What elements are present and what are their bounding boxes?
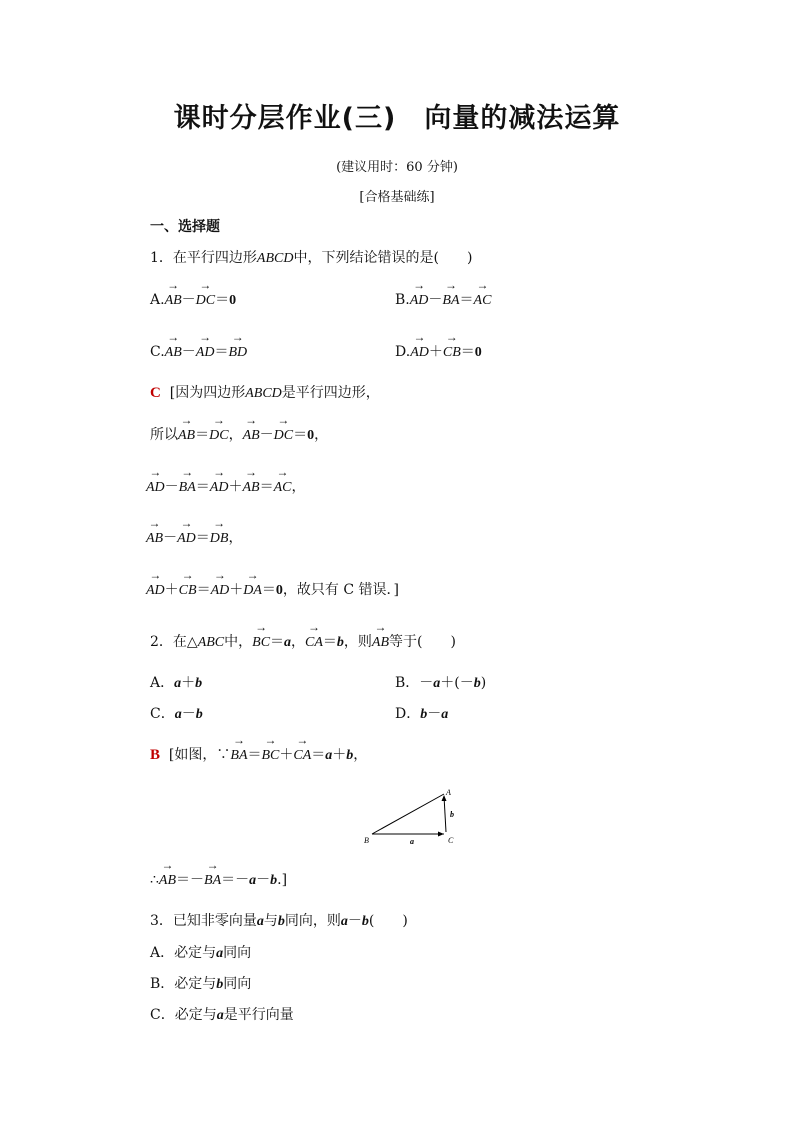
q1-option-c[interactable]: C.→ AB－→ AD＝→ BD [150, 342, 247, 363]
section-label: [合格基础练] [359, 190, 435, 205]
q1-option-a[interactable]: A.→ AB－→ DC＝0 [150, 290, 236, 311]
title-topic: 向量的减法运算 [424, 103, 621, 134]
vector-b-label: b [450, 810, 454, 819]
point-a-label: A [446, 788, 451, 797]
q2-option-b[interactable]: B．－a＋(－b) [395, 675, 487, 691]
vector-a-label: a [410, 837, 414, 846]
q2-answer: B [150, 747, 161, 763]
q3-option-a[interactable]: A．必定与a同向 [150, 945, 252, 961]
point-b-label: B [364, 836, 369, 845]
q2-solution-line-1: B [如图，∵→ BA＝→ BC＋→ CA＝a＋b， [150, 745, 367, 766]
q2-solution-line-2: ∴→ AB＝－→ BA＝－a－b.] [150, 870, 287, 891]
point-c-label: C [448, 836, 454, 845]
q1-solution-line-4: → AB－→ AD＝→ DB， [146, 528, 242, 549]
triangle-figure [364, 786, 464, 848]
q1-solution-line-2: 所以→ AB＝→ DC，→ AB－→ DC＝0， [150, 425, 328, 446]
q2-option-d[interactable]: D．b－a [395, 706, 449, 722]
q3-option-c[interactable]: C．必定与a是平行向量 [150, 1007, 294, 1023]
q3-stem: 3．已知非零向量a与b同向，则a－b( ) [150, 913, 408, 929]
time-note: (建议用时：60 分钟) [336, 160, 458, 175]
arrow-head-a [438, 832, 444, 837]
part-heading: 一、选择题 [150, 219, 220, 235]
vector-b [444, 796, 446, 832]
q1-solution-line-1: C [因为四边形ABCD是平行四边形， [150, 385, 380, 401]
q1-solution-line-5: → AD＋→ CB＝→ AD＋→ DA＝0，故只有 C 错误．] [146, 580, 399, 601]
q3-option-b[interactable]: B．必定与b同向 [150, 976, 252, 992]
segment-ba [372, 794, 444, 834]
q1-option-d[interactable]: D.→ AD＋→ CB＝0 [395, 342, 482, 363]
q1-answer: C [150, 385, 161, 401]
q2-stem: 2．在△ABC中，→ BC＝a，→ CA＝b，则→ AB等于( ) [150, 632, 456, 653]
page-title [0, 96, 794, 135]
q1-option-b[interactable]: B.→ AD－→ BA＝→ AC [395, 290, 491, 311]
q1-solution-line-3: → AD－→ BA＝→ AD＋→ AB＝→ AC， [146, 477, 305, 498]
q1-stem: 1．在平行四边形ABCD中，下列结论错误的是( ) [150, 250, 473, 266]
title-main: 课时分层作业(三) [173, 103, 397, 134]
q2-option-c[interactable]: C．a－b [150, 706, 203, 722]
q2-option-a[interactable]: A．a＋b [150, 675, 203, 691]
